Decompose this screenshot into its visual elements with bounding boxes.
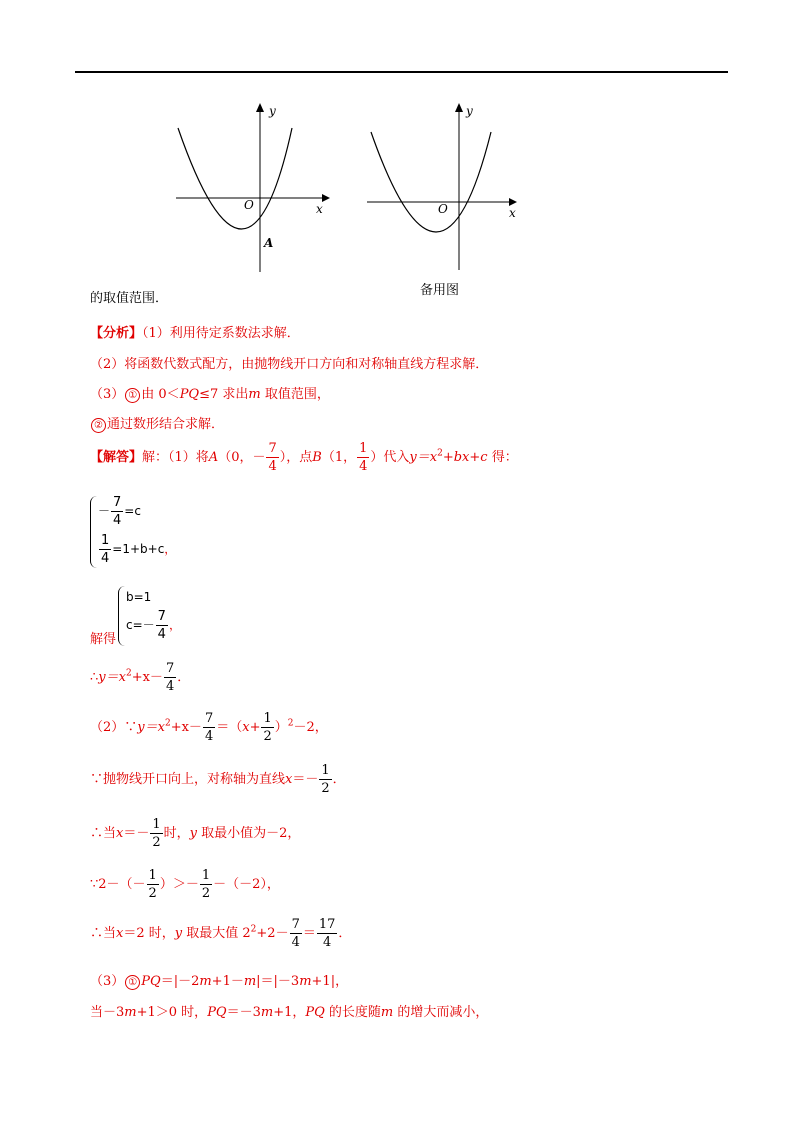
part2-line-1: $(2)\because y=x^2+x-$ $\frac{7}{4}$ ＝（x+ $\frac{1}{2}$ ）$^2$－2，	[90, 711, 328, 744]
result-line: $\therefore y=x^2+x-$ $\frac{7}{4}$ ．	[90, 661, 191, 694]
part2-line-5: ∴当x＝2 时，y 取最大值 $2^2+2-$ $\frac{7}{4}$ ＝ $\frac{17}{4}$ ．	[90, 917, 352, 950]
part2-line-4: ∵2－（－ $\frac{1}{2}$ ）＞－ $\frac{1}{2}$ －（－2），	[90, 868, 280, 901]
point-a-label: A	[264, 236, 274, 250]
analysis-line-4: ② 通过数形结合求解．	[90, 413, 224, 433]
parabola-figure-main	[170, 100, 340, 280]
axis-x-label: x	[316, 202, 323, 216]
part2-line-3: ∴当x＝－ $\frac{1}{2}$ 时，y 取最小值为－2，	[90, 817, 301, 850]
origin-label-2: O	[438, 202, 448, 216]
answer-line-1: 【解答】解：（1）将A（0，－ $\frac{7}{4}$ ），点B（1， $\frac{1}{4}$ ）代入$y=x^2+bx+c$ 得：	[90, 441, 518, 474]
analysis-line-3: （3） ① 由 0＜PQ≤7 求出m 取值范围，	[90, 387, 330, 402]
parabola-figure-spare	[365, 100, 535, 270]
analysis-line-2: （2）将函数代数式配方，由抛物线开口方向和对称轴直线方程求解．	[90, 357, 489, 372]
axis-y-label: y	[269, 104, 276, 118]
top-rule	[75, 71, 728, 73]
spare-figure-caption: 备用图	[420, 283, 460, 298]
analysis-line-1: 【分析】（1）利用待定系数法求解．	[90, 326, 300, 341]
part3-line-1: （3） ① PQ＝|－2m+1－m|＝|－3m+1|，	[90, 974, 349, 989]
equation-system-2: b=1 c=－ $\frac{7}{4}$ ，	[118, 586, 228, 650]
equation-system-1: － $\frac{7}{4}$ =c $\frac{1}{4}$ =1+b+c，	[90, 496, 210, 572]
solve-label: 解得	[90, 632, 117, 647]
part2-line-2: ∵抛物线开口向上，对称轴为直线x＝－ $\frac{1}{2}$ ．	[90, 763, 346, 796]
axis-y-label-2: y	[466, 104, 473, 118]
origin-label: O	[244, 198, 254, 212]
part3-line-2: 当－3m+1＞0 时，PQ＝－3m+1，PQ 的长度随m 的增大而减小，	[90, 1005, 489, 1020]
axis-x-label-2: x	[509, 206, 516, 220]
range-line: 的取值范围．	[90, 291, 169, 306]
